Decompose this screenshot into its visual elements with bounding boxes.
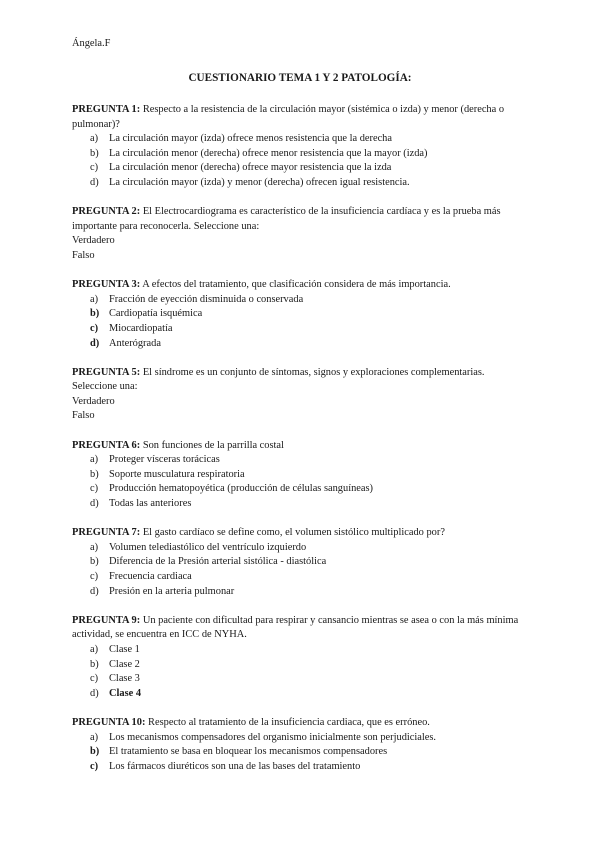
option-marker: c)	[90, 571, 99, 582]
option-text: Soporte musculatura respiratoria	[109, 468, 245, 480]
answer-option	[72, 132, 522, 147]
options-list	[72, 731, 522, 775]
option-text: Clase 2	[109, 658, 140, 670]
question-block	[72, 614, 522, 702]
question-text: Son funciones de la parrilla costal	[142, 439, 284, 451]
answer-option	[72, 672, 522, 687]
option-text: Diferencia de la Presión arterial sistólica - diastólica	[109, 556, 327, 568]
question-block	[72, 439, 522, 512]
question-label: PREGUNTA 6:	[72, 439, 141, 451]
option-marker: c)	[90, 673, 99, 685]
answer-option	[72, 468, 522, 483]
question-block	[72, 103, 522, 191]
option-marker: d)	[90, 585, 99, 597]
option-text: Proteger vísceras torácicas	[109, 454, 220, 466]
author-name: Ángela.F	[72, 38, 111, 49]
question-block	[72, 716, 522, 774]
answer-option	[72, 337, 522, 352]
options-list	[72, 541, 522, 599]
option-text: Volumen telediastólico del ventrículo izquierdo	[109, 541, 307, 553]
question-statement	[72, 278, 522, 293]
option-marker: c)	[90, 760, 99, 772]
option-marker: b)	[90, 468, 99, 480]
answer-option	[72, 176, 522, 191]
question-text: El gasto cardíaco se define como, el volumen sistólico multiplicado por?	[142, 527, 445, 539]
option-marker: a)	[90, 133, 99, 145]
option-text: La circulación menor (derecha) ofrece menor resistencia que la mayor (izda)	[109, 147, 428, 159]
option-text: La circulación menor (derecha) ofrece mayor resistencia que la izda	[109, 162, 392, 174]
option-text: La circulación mayor (izda) y menor (derecha) ofrecen igual resistencia.	[109, 176, 410, 188]
option-text: Clase 4	[109, 687, 142, 699]
option-marker: d)	[90, 337, 100, 349]
option-text: Fracción de eyección disminuida o conservada	[109, 293, 304, 305]
option-marker: a)	[90, 454, 99, 466]
question-label: PREGUNTA 5:	[72, 366, 141, 378]
true-false-option: Verdadero	[72, 235, 115, 247]
answer-option	[72, 161, 522, 176]
question-statement	[72, 366, 522, 395]
answer-option	[72, 658, 522, 673]
option-marker: c)	[90, 162, 99, 174]
question-text: El síndrome es un conjunto de síntomas, signos y exploraciones complementarias. Seleccione una:	[72, 366, 485, 393]
option-text: La circulación mayor (izda) ofrece menos resistencia que la derecha	[109, 133, 392, 145]
option-text: Los fármacos diuréticos son una de las bases del tratamiento	[109, 760, 361, 772]
option-text: Presión en la arteria pulmonar	[109, 585, 235, 597]
options-list	[72, 293, 522, 351]
question-label: PREGUNTA 2:	[72, 206, 141, 218]
question-block	[72, 366, 522, 424]
question-statement	[72, 716, 522, 731]
answer-option	[72, 745, 522, 760]
option-marker: a)	[90, 293, 99, 305]
option-marker: d)	[90, 687, 99, 699]
answer-option	[72, 555, 522, 570]
question-statement	[72, 526, 522, 541]
answer-option	[72, 307, 522, 322]
option-marker: c)	[90, 322, 99, 334]
answer-option	[72, 570, 522, 585]
true-false-option: Falso	[72, 249, 95, 261]
question-statement	[72, 103, 522, 132]
option-text: Los mecanismos compensadores del organismo inicialmente son perjudiciales.	[109, 731, 437, 743]
option-marker: b)	[90, 147, 99, 159]
option-marker: a)	[90, 731, 99, 743]
question-block	[72, 278, 522, 351]
question-text: Respecto al tratamiento de la insuficiencia cardiaca, que es erróneo.	[148, 716, 430, 728]
answer-option	[72, 322, 522, 337]
option-text: Miocardiopatía	[109, 322, 173, 334]
question-text: Respecto a la resistencia de la circulación mayor (sistémica o izda) y menor (derecha o pulmonar)?	[72, 104, 505, 130]
answer-option	[72, 453, 522, 468]
option-marker: b)	[90, 658, 99, 670]
question-text: A efectos del tratamiento, que clasificación considera de más importancia.	[142, 279, 451, 291]
answer-option	[72, 147, 522, 162]
option-text: Clase 1	[109, 643, 140, 655]
question-statement	[72, 205, 522, 234]
question-label: PREGUNTA 9:	[72, 614, 141, 626]
question-statement	[72, 614, 522, 643]
option-text: Todas las anteriores	[109, 498, 192, 510]
questionnaire	[72, 103, 522, 789]
answer-option	[72, 643, 522, 658]
option-text: Cardiopatía isquémica	[109, 308, 203, 320]
option-marker: c)	[90, 483, 99, 495]
option-text: Anterógrada	[109, 337, 161, 349]
option-marker: d)	[90, 176, 99, 188]
option-text: Clase 3	[109, 673, 140, 685]
answer-option	[72, 482, 522, 497]
question-block	[72, 205, 522, 263]
true-false-option: Falso	[72, 410, 95, 422]
option-text: Producción hematopoyética (producción de células sanguíneas)	[109, 483, 374, 495]
question-statement	[72, 439, 522, 454]
question-label: PREGUNTA 7:	[72, 527, 141, 539]
true-false-option: Verdadero	[72, 395, 115, 407]
answer-option	[72, 497, 522, 512]
option-marker: d)	[90, 498, 99, 510]
answer-option	[72, 731, 522, 746]
question-label: PREGUNTA 10:	[72, 716, 146, 728]
options-list	[72, 643, 522, 701]
answer-option	[72, 760, 522, 775]
question-label: PREGUNTA 1:	[72, 104, 141, 115]
option-text: El tratamiento se basa en bloquear los mecanismos compensadores	[109, 746, 388, 758]
answer-option	[72, 541, 522, 556]
question-text: Un paciente con dificultad para respirar y cansancio mientras se asea o con la más mínima actividad, se encuentra en ICC de NYHA.	[72, 614, 519, 641]
question-block	[72, 526, 522, 599]
option-marker: b)	[90, 308, 100, 320]
options-list	[72, 132, 522, 190]
question-label: PREGUNTA 3:	[72, 279, 141, 291]
option-text: Frecuencia cardiaca	[109, 571, 192, 582]
option-marker: a)	[90, 643, 99, 655]
answer-option	[72, 293, 522, 308]
option-marker: a)	[90, 541, 99, 553]
answer-option	[72, 585, 522, 600]
question-text: El Electrocardiograma es característico de la insuficiencia cardíaca y es la prueba más importante para reconocerla. Seleccione una:	[72, 206, 501, 232]
answer-option	[72, 687, 522, 702]
options-list	[72, 453, 522, 511]
option-marker: b)	[90, 556, 99, 568]
document-title: CUESTIONARIO TEMA 1 Y 2 PATOLOGÍA:	[188, 72, 412, 84]
option-marker: b)	[90, 746, 100, 758]
